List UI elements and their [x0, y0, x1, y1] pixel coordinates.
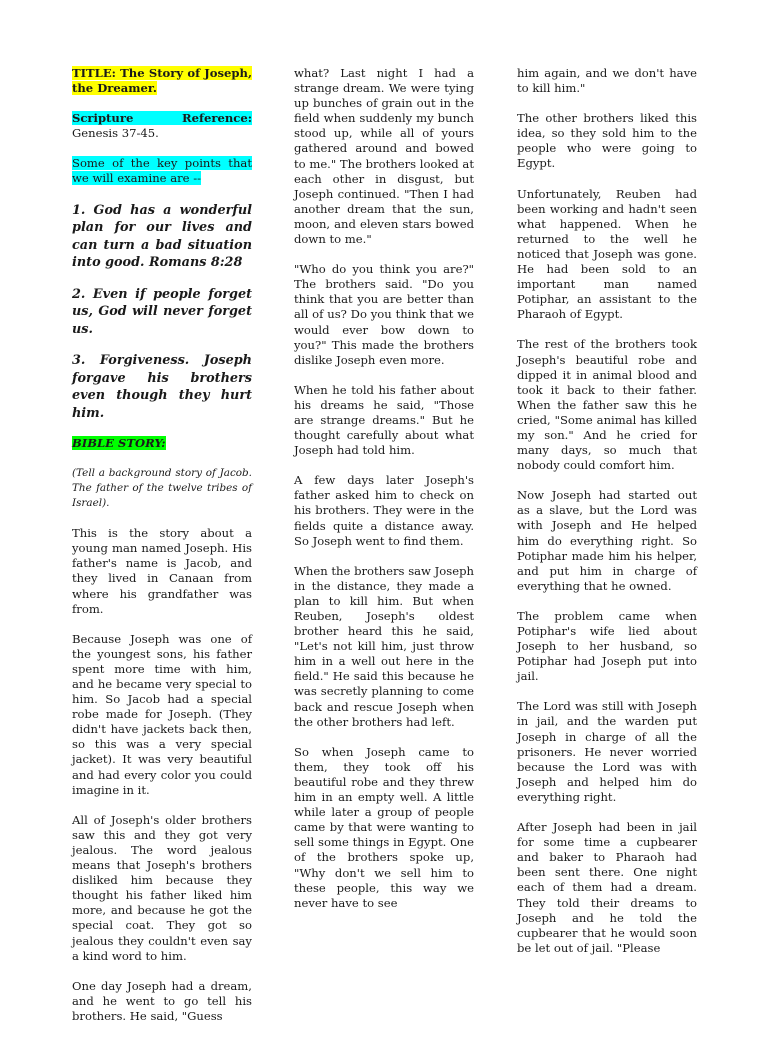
paragraph: When he told his father about his dreams he said, "Those are strange dreams." But he thought carefully about what Joseph had told him.	[294, 382, 474, 458]
scripture-label: Scripture Reference:	[72, 111, 252, 126]
bible-story-label: BIBLE STORY:	[72, 436, 166, 451]
column-1	[72, 66, 252, 1039]
paragraph: him again, and we don't have to kill him."	[517, 66, 697, 96]
background-note: (Tell a background story of Jacob. The father of the twelve tribes of Israel).	[72, 467, 252, 510]
scripture-line	[72, 111, 252, 141]
column-3	[517, 66, 697, 971]
paragraph: what? Last night I had a strange dream. We were tying up bunches of grain out in the field when suddenly my bunch stood up, while all of yours gathered around and bowed to me." The brothers looked at each other in disgust, but Joseph continued. "Then I had another dream that the sun, moon, and eleven stars bowed down to me."	[294, 66, 474, 247]
paragraph: All of Joseph's older brothers saw this and they got very jealous. The word jealous means that Joseph's brothers disliked him because they thought his father liked him more, and because he got the special coat. They got so jealous they couldn't even say a kind word to him.	[72, 812, 252, 963]
key-point-3: 3. Forgiveness. Joseph forgave his brothers even though they hurt him.	[72, 353, 252, 421]
paragraph: After Joseph had been in jail for some time a cupbearer and baker to Pharaoh had been sent there. One night each of them had a dream. They told their dreams to Joseph and he told the cupbearer that he would soon be let out of jail. "Please	[517, 820, 697, 955]
paragraph: When the brothers saw Joseph in the distance, they made a plan to kill him. But when Reuben, Joseph's oldest brother heard this he said, "Let's not kill him, just throw him in a well out here in the field." He said this because he was secretly planning to come back and rescue Joseph when the other brothers had left.	[294, 563, 474, 729]
paragraph: "Who do you think you are?" The brothers said. "Do you think that you are better than all of us? Do you think that we would ever bow down to you?" This made the brothers dislike Joseph even more.	[294, 262, 474, 367]
paragraph: The problem came when Potiphar's wife lied about Joseph to her husband, so Potiphar had Joseph put into jail.	[517, 608, 697, 684]
key-point-2: 2. Even if people forget us, God will never forget us.	[72, 286, 252, 337]
bible-story-heading	[72, 436, 252, 451]
paragraph: The other brothers liked this idea, so they sold him to the people who were going to Egypt.	[517, 111, 697, 171]
title-line	[72, 66, 252, 96]
paragraph: A few days later Joseph's father asked him to check on his brothers. They were in the fields quite a distance away. So Joseph went to find them.	[294, 473, 474, 548]
key-points-intro-highlight: Some of the key points that we will examine are --	[72, 156, 252, 186]
paragraph: So when Joseph came to them, they took off his beautiful robe and they threw him in an empty well. A little while later a group of people came by that were wanting to sell some things in Egypt. One of the brothers spoke up, "Why don't we sell him to these people, this way we never have to see	[294, 744, 474, 910]
paragraph: One day Joseph had a dream, and he went to go tell his brothers. He said, "Guess	[72, 978, 252, 1023]
paragraph: The Lord was still with Joseph in jail, and the warden put Joseph in charge of all the prisoners. He never worried because the Lord was with Joseph and helped him do everything right.	[517, 699, 697, 804]
title-highlight: TITLE: The Story of Joseph, the Dreamer.	[72, 66, 252, 96]
paragraph: Because Joseph was one of the youngest sons, his father spent more time with him, and he became very special to him. So Jacob had a special robe made for Joseph. (They didn't have jackets back then, so this was a very special jacket). It was very beautiful and had every color you could imagine in it.	[72, 631, 252, 797]
paragraph: Now Joseph had started out as a slave, but the Lord was with Joseph and He helped him do everything right. So Potiphar made him his helper, and put him in charge of everything that he owned.	[517, 488, 697, 593]
paragraph: Unfortunately, Reuben had been working and hadn't seen what happened. When he returned to the well he noticed that Joseph was gone. He had been sold to an important man named Potiphar, an assistant to the Pharaoh of Egypt.	[517, 186, 697, 322]
key-points-intro	[72, 156, 252, 186]
paragraph: This is the story about a young man named Joseph. His father's name is Jacob, and they lived in Canaan from where his grandfather was from.	[72, 526, 252, 616]
column-2	[294, 66, 474, 926]
paragraph: The rest of the brothers took Joseph's beautiful robe and dipped it in animal blood and took it back to their father. When the father saw this he cried, "Some animal has killed my son." And he cried for many days, so much that nobody could comfort him.	[517, 337, 697, 473]
key-point-1: 1. God has a wonderful plan for our lives and can turn a bad situation into good. Romans 8:28	[72, 202, 252, 271]
scripture-value: Genesis 37-45.	[72, 126, 159, 141]
